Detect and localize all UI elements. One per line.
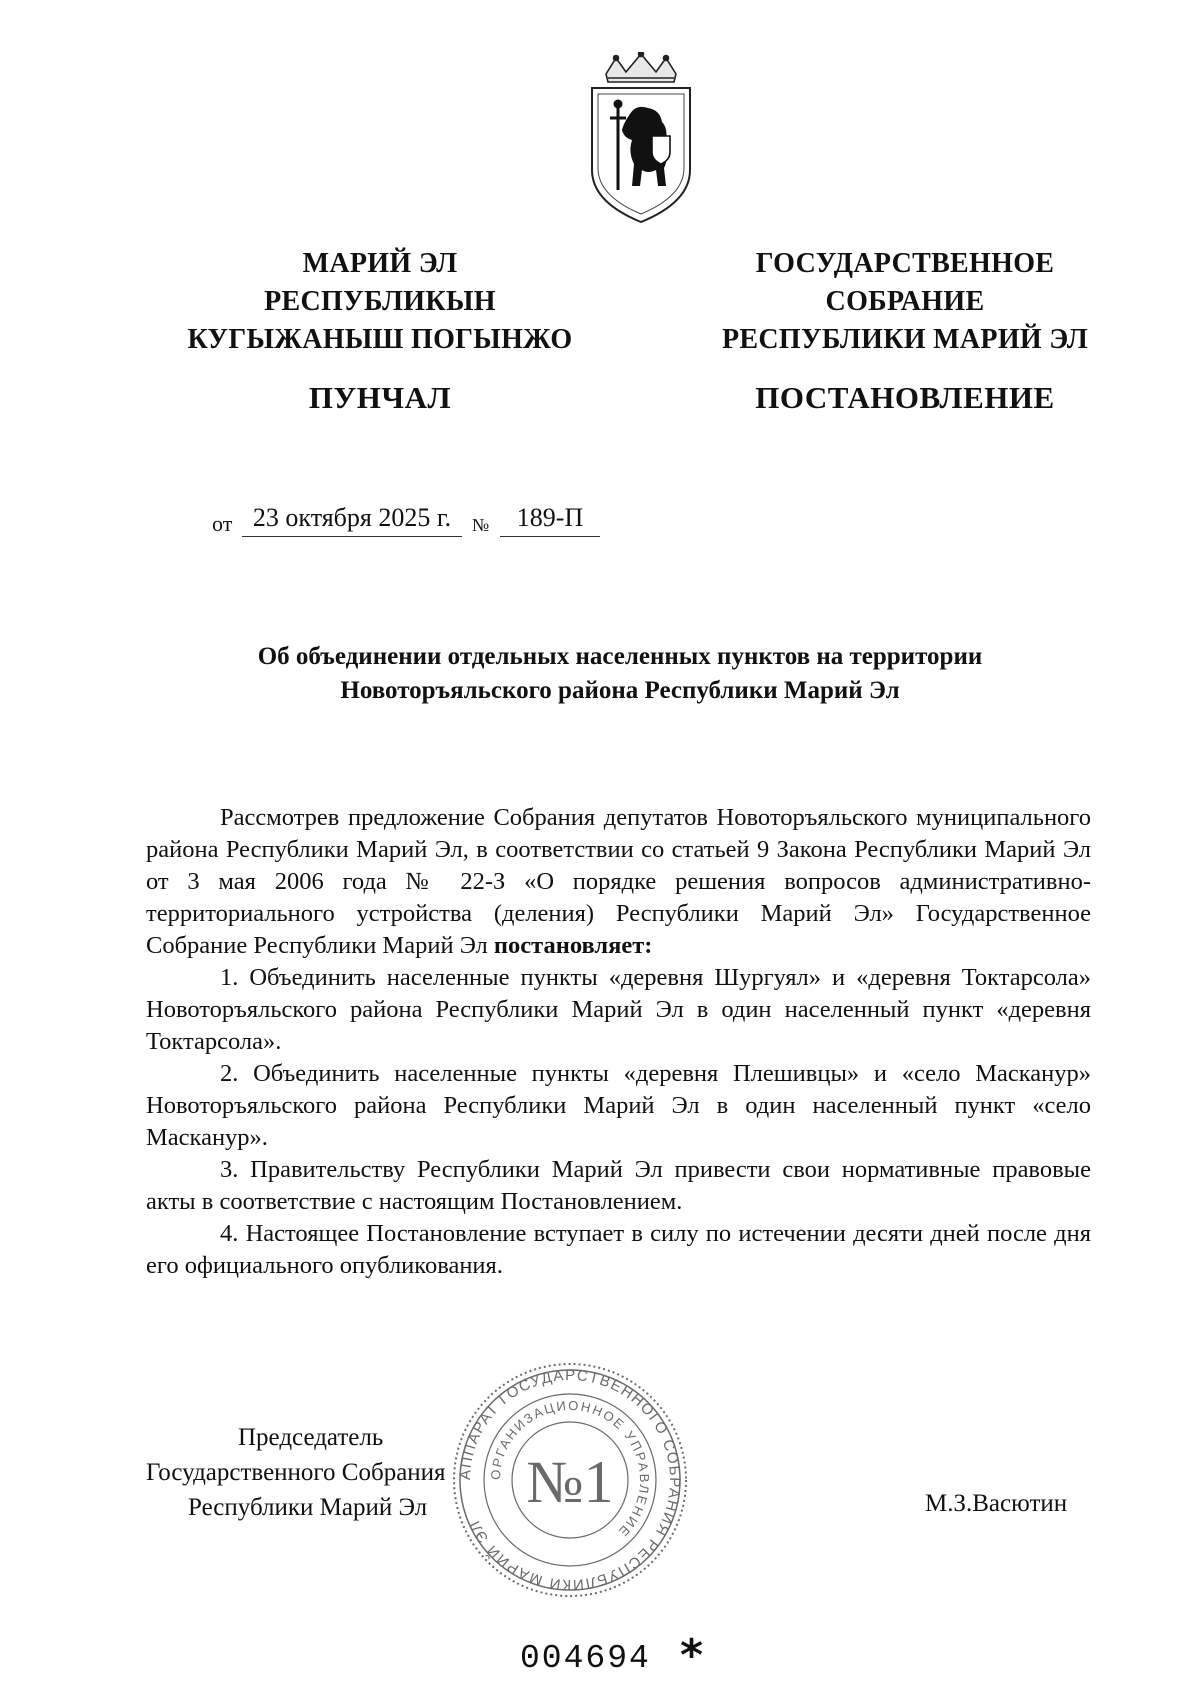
signature-title-line-1: Председатель bbox=[238, 1424, 384, 1451]
form-serial-number: 004694 bbox=[520, 1640, 651, 1677]
document-body bbox=[146, 802, 1091, 1282]
item-3: 3. Правительству Республики Марий Эл привести свои нормативные правовые акты в соответствие с настоящим Постановлением. bbox=[146, 1156, 1091, 1215]
seal-outer-text: АППАРАТ ГОСУДАРСТВЕННОГО СОБРАНИЯ РЕСПУБЛИКИ МАРИЙ ЭЛ bbox=[456, 1366, 684, 1594]
signature-title-line-3: Республики Марий Эл bbox=[188, 1494, 428, 1521]
document-number: 189-П bbox=[500, 503, 600, 537]
resolves-word: постановляет: bbox=[493, 932, 653, 959]
header-russian bbox=[680, 245, 1130, 359]
doc-type-mari: ПУНЧАЛ bbox=[308, 380, 452, 415]
header-mari bbox=[160, 245, 600, 359]
item-4: 4. Настоящее Постановление вступает в силу по истечении десяти дней после дня его официального опубликования. bbox=[146, 1220, 1091, 1279]
official-seal-stamp bbox=[450, 1360, 690, 1600]
signature-title-line-2: Государственного Собрания bbox=[146, 1459, 446, 1486]
signatory-name: М.З.Васютин bbox=[925, 1490, 1068, 1517]
signature-block bbox=[146, 1420, 446, 1525]
seal-inner-text: ОРГАНИЗАЦИОННОЕ УПРАВЛЕНИЕ bbox=[487, 1397, 653, 1541]
document-date: 23 октября 2025 г. bbox=[242, 503, 462, 537]
coat-of-arms-emblem bbox=[578, 52, 704, 224]
title-line-1: Об объединении отдельных населенных пунктов на территории bbox=[257, 643, 983, 670]
seal-center-number: №1 bbox=[526, 1449, 614, 1515]
preamble-paragraph bbox=[146, 802, 1091, 962]
header-russian-line-2: СОБРАНИЕ bbox=[825, 286, 985, 317]
header-russian-line-1: ГОСУДАРСТВЕННОЕ bbox=[755, 248, 1055, 279]
item-2: 2. Объединить населенные пункты «деревня Плешивцы» и «село Масканур» Новоторъяльского района Республики Марий Эл в один населенный пункт «село Масканур». bbox=[146, 1060, 1091, 1151]
date-from-label: от bbox=[212, 511, 233, 536]
header-mari-line-1: МАРИЙ ЭЛ bbox=[302, 248, 458, 279]
serial-star-mark: * bbox=[680, 1630, 704, 1681]
header-mari-line-2: РЕСПУБЛИКЫН bbox=[264, 286, 496, 317]
item-1: 1. Объединить населенные пункты «деревня Шургуял» и «деревня Токтарсола» Новоторъяльского района Республики Марий Эл в один населенный пункт «деревня Токтарсола». bbox=[146, 964, 1091, 1055]
header-mari-line-3: КУГЫЖАНЫШ ПОГЫНЖО bbox=[187, 324, 573, 355]
preamble-text: Рассмотрев предложение Собрания депутатов Новоторъяльского муниципального района Республики Марий Эл, в соответствии со статьей 9 Закона Республики Марий Эл от 3 мая 2006 года № 22-З «О порядке решения вопросов административно-территориального устройства (деления) Республики Марий Эл» Государственное Собрание Республики Марий Эл bbox=[146, 804, 1091, 959]
doc-type-russian: ПОСТАНОВЛЕНИЕ bbox=[755, 380, 1055, 415]
document-title bbox=[140, 640, 1100, 708]
header-russian-line-3: РЕСПУБЛИКИ МАРИЙ ЭЛ bbox=[722, 324, 1088, 355]
number-label: № bbox=[472, 515, 490, 535]
title-line-2: Новоторъяльского района Республики Марий Эл bbox=[340, 677, 900, 704]
